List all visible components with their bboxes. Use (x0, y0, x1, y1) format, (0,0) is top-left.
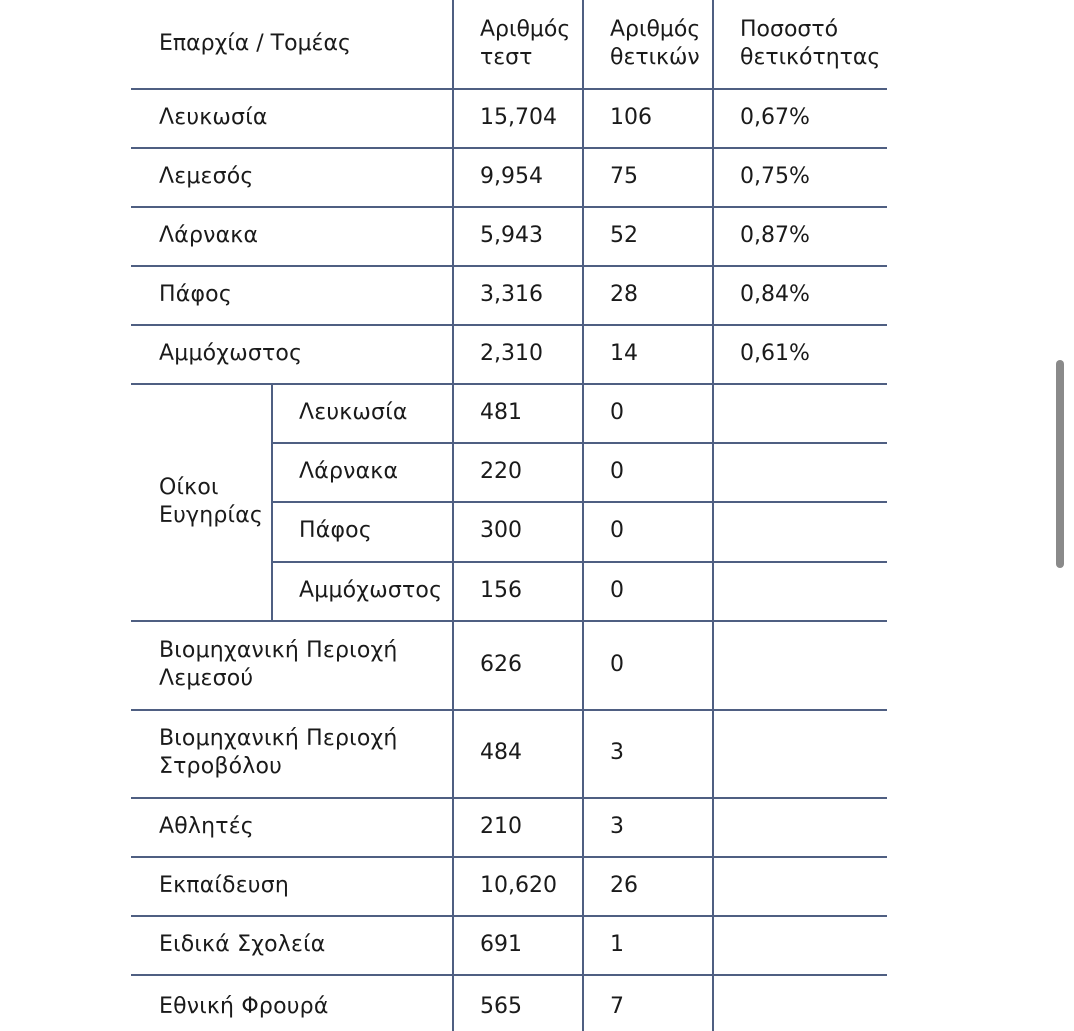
row-divider (131, 324, 887, 326)
positives-value: 1 (610, 932, 624, 957)
tests-value: 10,620 (480, 873, 557, 898)
district-label: Λεμεσός (159, 164, 254, 189)
sector-label: Εκπαίδευση (159, 873, 290, 898)
row-divider (131, 383, 887, 385)
row-divider (131, 206, 887, 208)
tests-value: 156 (480, 578, 522, 603)
rate-value: 0,61% (740, 341, 810, 366)
header-area: Επαρχία / Τομέας (159, 31, 351, 56)
positives-value: 14 (610, 341, 638, 366)
tests-value: 2,310 (480, 341, 543, 366)
positives-value: 0 (610, 578, 624, 603)
row-divider (131, 974, 887, 976)
positives-value: 0 (610, 652, 624, 677)
positives-value: 3 (610, 740, 624, 765)
row-divider (131, 797, 887, 799)
row-divider (131, 709, 887, 711)
row-divider (131, 915, 887, 917)
tests-value: 481 (480, 400, 522, 425)
header-rate: Ποσοστό θετικότητας (740, 17, 881, 70)
sector-label: Ειδικά Σχολεία (159, 932, 326, 957)
column-divider-tests (452, 0, 454, 1031)
positives-value: 0 (610, 459, 624, 484)
sector-label: Αθλητές (159, 814, 254, 839)
column-divider-positives (582, 0, 584, 1031)
tests-value: 626 (480, 652, 522, 677)
vertical-scrollbar[interactable] (1056, 360, 1064, 568)
row-divider (131, 620, 887, 622)
positives-value: 7 (610, 994, 624, 1019)
positives-value: 0 (610, 518, 624, 543)
positives-value: 75 (610, 164, 638, 189)
tests-value: 300 (480, 518, 522, 543)
positives-value: 0 (610, 400, 624, 425)
rate-value: 0,84% (740, 282, 810, 307)
rate-value: 0,87% (740, 223, 810, 248)
tests-value: 691 (480, 932, 522, 957)
care-home-district-label: Λευκωσία (299, 400, 408, 425)
positives-value: 28 (610, 282, 638, 307)
tests-value: 15,704 (480, 105, 557, 130)
care-homes-label: Οίκοι Ευγηρίας (159, 475, 264, 528)
header-tests: Αριθμός τεστ (480, 17, 571, 70)
district-label: Λάρνακα (159, 223, 259, 248)
care-home-district-label: Πάφος (299, 518, 372, 543)
positives-value: 3 (610, 814, 624, 839)
positives-value: 26 (610, 873, 638, 898)
row-divider (271, 561, 887, 563)
row-divider (131, 856, 887, 858)
sector-label: Εθνική Φρουρά (159, 994, 329, 1019)
district-label: Λευκωσία (159, 105, 268, 130)
tests-value: 220 (480, 459, 522, 484)
tests-value: 484 (480, 740, 522, 765)
rate-value: 0,67% (740, 105, 810, 130)
tests-value: 565 (480, 994, 522, 1019)
header-positives: Αριθμός θετικών (610, 17, 701, 70)
sector-label: Βιομηχανική Περιοχή Λεμεσού (159, 638, 398, 691)
care-home-district-label: Αμμόχωστος (299, 578, 443, 603)
tests-value: 210 (480, 814, 522, 839)
row-divider (131, 265, 887, 267)
tests-value: 5,943 (480, 223, 543, 248)
positives-value: 106 (610, 105, 652, 130)
row-divider (131, 88, 887, 90)
sector-label: Βιομηχανική Περιοχή Στροβόλου (159, 726, 398, 779)
district-label: Πάφος (159, 282, 232, 307)
row-divider (271, 442, 887, 444)
care-home-district-label: Λάρνακα (299, 459, 399, 484)
tests-value: 9,954 (480, 164, 543, 189)
rate-value: 0,75% (740, 164, 810, 189)
row-divider (271, 501, 887, 503)
column-divider-rate (712, 0, 714, 1031)
row-divider (131, 147, 887, 149)
district-label: Αμμόχωστος (159, 341, 303, 366)
tests-value: 3,316 (480, 282, 543, 307)
positives-value: 52 (610, 223, 638, 248)
